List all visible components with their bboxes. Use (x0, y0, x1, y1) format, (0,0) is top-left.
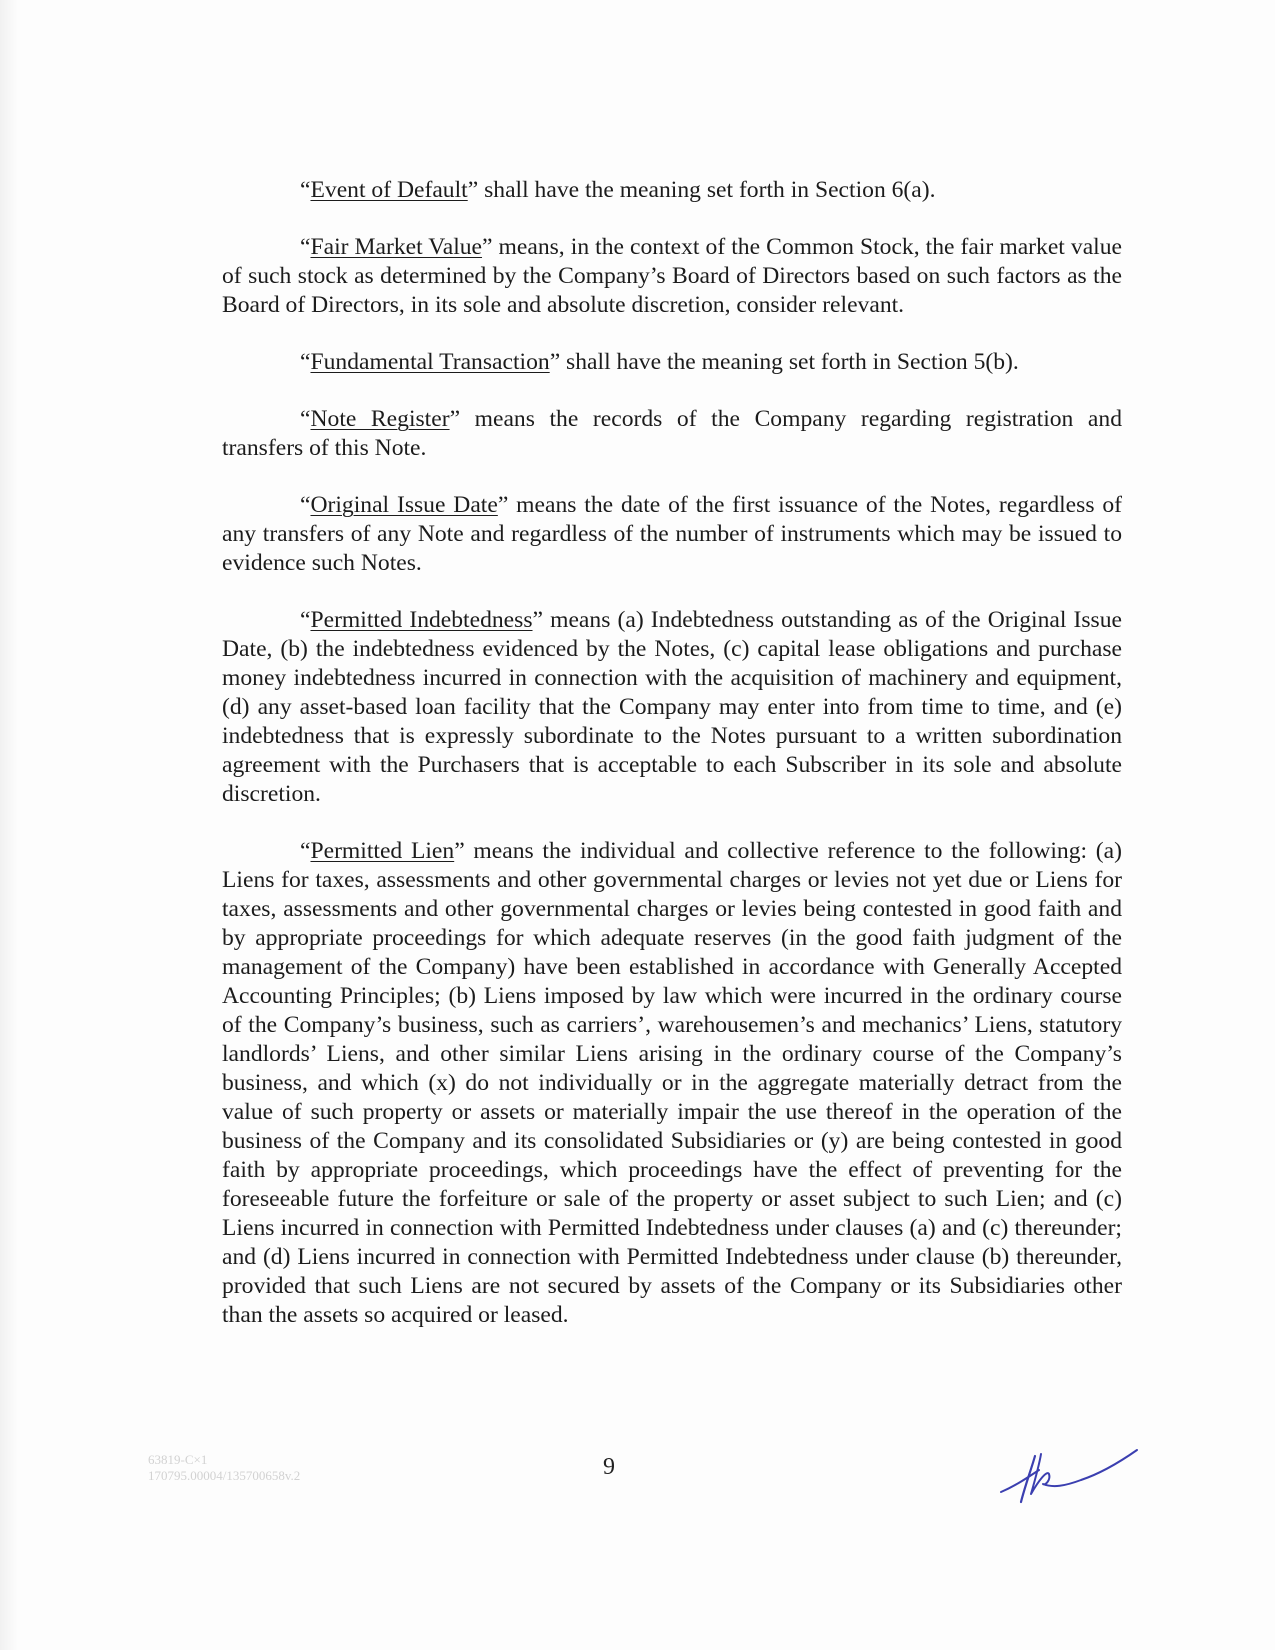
open-quote: “ (300, 492, 311, 518)
open-quote: “ (300, 607, 311, 633)
open-quote: “ (300, 406, 311, 432)
document-reference-line-1: 63819-C×1 (148, 1452, 208, 1467)
definition-text: ” means the individual and collective reference to the following: (a) Liens for taxes, assessments and other governmental charges or levies not yet due or Liens for taxes, assessments and other governmental charges or levies being contested in good faith and by appropriate proceedings for which adequate reserves (in the good faith judgment of the management of the Company) have been established in accordance with Generally Accepted Accounting Principles; (b) Liens imposed by law which were incurred in the ordinary course of the Company’s business, such as carriers’, warehousemen’s and mechanics’ Liens, statutory landlords’ Liens, and other similar Liens arising in the ordinary course of the Company’s business, and which (x) do not individually or in the aggregate materially detract from the value of such property or assets or materially impair the use thereof in the operation of the business of the Company and its consolidated Subsidiaries or (y) are being contested in good faith by appropriate proceedings, which proceedings have the effect of preventing for the foreseeable future the forfeiture or sale of the property or asset subject to such Lien; and (c) Liens incurred in connection with Permitted Indebtedness under clauses (a) and (c) thereunder; and (d) Liens incurred in connection with Permitted Indebtedness under clause (b) thereunder, provided that such Liens are not secured by assets of the Company or its Subsidiaries other than the assets so acquired or leased. (222, 838, 1122, 1328)
definition-text: ” means the date of the first issuance of the Notes, regardless of any transfers of any Note and regardless of the number of instruments which may be issued to evidence such Notes. (222, 492, 1123, 576)
definition-original-issue-date (222, 491, 1122, 578)
open-quote: “ (300, 177, 311, 203)
definition-text: ” means, in the context of the Common Stock, the fair market value of such stock as determined by the Company’s Board of Directors based on such factors as the Board of Directors, in its sole and absolute discretion, consider relevant. (222, 234, 1122, 318)
open-quote: “ (300, 349, 311, 375)
definition-text: ” means (a) Indebtedness outstanding as of the Original Issue Date, (b) the indebtedness evidenced by the Notes, (c) capital lease obligations and purchase money indebtedness incurred in connection with the acquisition of machinery and equipment, (d) any asset-based loan facility that the Company may enter into from time to time, and (e) indebtedness that is expressly subordinate to the Notes pursuant to a written subordination agreement with the Purchasers that is acceptable to each Subscriber in its sole and absolute discretion. (222, 607, 1122, 807)
scan-edge-shadow (0, 0, 18, 1650)
document-body (222, 176, 1122, 1358)
defined-term: Permitted Indebtedness (310, 607, 533, 633)
definition-text: ” shall have the meaning set forth in Section 5(b). (549, 349, 1019, 375)
defined-term: Event of Default (310, 177, 468, 203)
initials-signature-icon (995, 1440, 1145, 1510)
definition-event-of-default (222, 176, 1122, 205)
defined-term: Fundamental Transaction (310, 349, 550, 375)
open-quote: “ (300, 234, 311, 260)
defined-term: Note Register (310, 406, 450, 432)
document-reference-line-2: 170795.00004/135700658v.2 (148, 1468, 301, 1483)
definition-fundamental-transaction (222, 348, 1122, 377)
definition-note-register (222, 405, 1122, 463)
definition-permitted-lien (222, 837, 1122, 1330)
definition-fair-market-value (222, 233, 1122, 320)
page-number: 9 (603, 1454, 615, 1480)
defined-term: Original Issue Date (310, 492, 498, 518)
definition-text: ” means the records of the Company regarding registration and transfers of this Note. (222, 406, 1122, 461)
open-quote: “ (300, 838, 311, 864)
definition-text: ” shall have the meaning set forth in Section 6(a). (467, 177, 936, 203)
document-reference (148, 1452, 300, 1484)
defined-term: Permitted Lien (310, 838, 455, 864)
defined-term: Fair Market Value (310, 234, 483, 260)
definition-permitted-indebtedness (222, 606, 1122, 809)
